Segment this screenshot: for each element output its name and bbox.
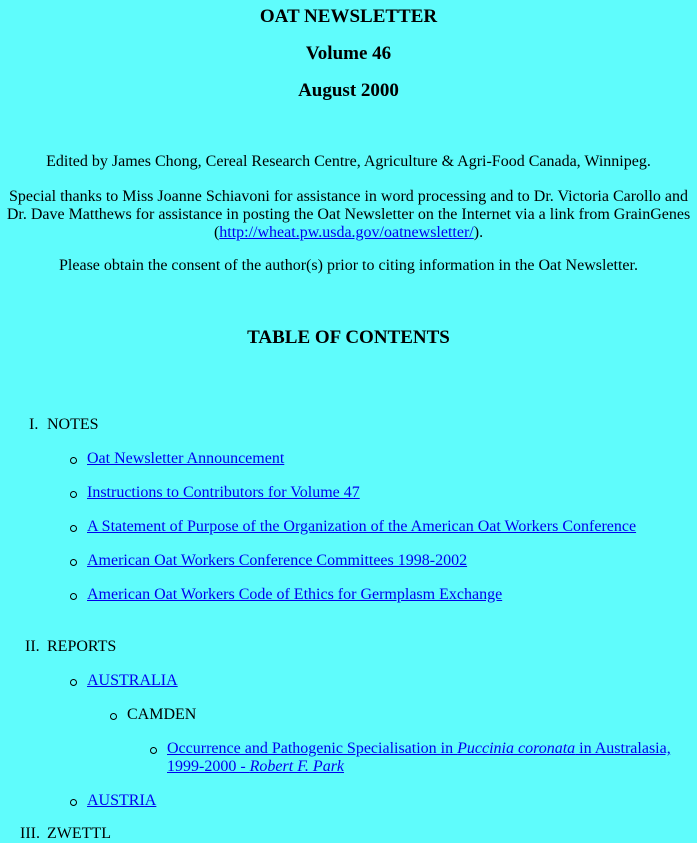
- section-numeral-2: II.: [25, 638, 40, 655]
- bullet-icon: [70, 799, 77, 806]
- toc-link-code-of-ethics[interactable]: American Oat Workers Code of Ethics for Germplasm Exchange: [87, 586, 503, 603]
- acknowledgements-line-1: Special thanks to Miss Joanne Schiavoni for assistance in word processing and to Dr. Victoria Carollo and: [8, 188, 689, 205]
- toc-link-announcement[interactable]: Oat Newsletter Announcement: [87, 450, 285, 467]
- newsletter-title: OAT NEWSLETTER: [259, 6, 438, 27]
- bullet-icon: [150, 747, 157, 754]
- toc-link-committees[interactable]: American Oat Workers Conference Committees 1998-2002: [87, 552, 468, 569]
- section-title-zwettl: ZWETTL: [47, 825, 111, 842]
- bullet-icon: [70, 593, 77, 600]
- section-title-notes: NOTES: [47, 416, 99, 433]
- species-name: Puccinia coronata: [457, 740, 576, 757]
- bullet-icon: [70, 679, 77, 686]
- volume-heading: Volume 46: [305, 43, 392, 64]
- bullet-icon: [110, 713, 117, 720]
- date-heading: August 2000: [298, 80, 399, 101]
- location-camden: CAMDEN: [127, 706, 197, 723]
- editor-line: Edited by James Chong, Cereal Research Centre, Agriculture & Agri-Food Canada, Winnipeg.: [46, 153, 651, 170]
- paren-open: (: [213, 224, 220, 241]
- section-numeral-3: III.: [20, 825, 40, 842]
- toc-link-puccinia-article[interactable]: [167, 740, 671, 776]
- bullet-icon: [70, 491, 77, 498]
- toc-heading: TABLE OF CONTENTS: [247, 327, 450, 348]
- toc-link-statement-of-purpose[interactable]: A Statement of Purpose of the Organization of the American Oat Workers Conference: [87, 518, 637, 535]
- toc-link-australia[interactable]: AUSTRALIA: [87, 672, 178, 689]
- section-title-reports: REPORTS: [47, 638, 117, 655]
- article-title-years: 1999-2000 -: [167, 758, 250, 775]
- graingenes-link[interactable]: http://wheat.pw.usda.gov/oatnewsletter/: [219, 224, 474, 241]
- paren-close: ).: [473, 224, 484, 241]
- bullet-icon: [70, 525, 77, 532]
- toc-link-austria[interactable]: AUSTRIA: [87, 792, 157, 809]
- bullet-icon: [70, 457, 77, 464]
- article-title-part-1: Occurrence and Pathogenic Specialisation in: [167, 740, 458, 757]
- acknowledgements-line-2: Dr. Dave Matthews for assistance in posting the Oat Newsletter on the Internet via a link from GrainGenes: [6, 206, 691, 223]
- article-title-part-2: in Australasia,: [575, 740, 671, 757]
- article-author: Robert F. Park: [249, 758, 345, 775]
- section-numeral-1: I.: [29, 416, 39, 433]
- toc-link-instructions[interactable]: Instructions to Contributors for Volume 47: [87, 484, 360, 501]
- acknowledgements-paragraph: [0, 188, 697, 242]
- acknowledgements-line-3: [0, 224, 697, 242]
- bullet-icon: [70, 559, 77, 566]
- consent-notice: Please obtain the consent of the author(s) prior to citing information in the Oat Newsletter.: [59, 257, 638, 274]
